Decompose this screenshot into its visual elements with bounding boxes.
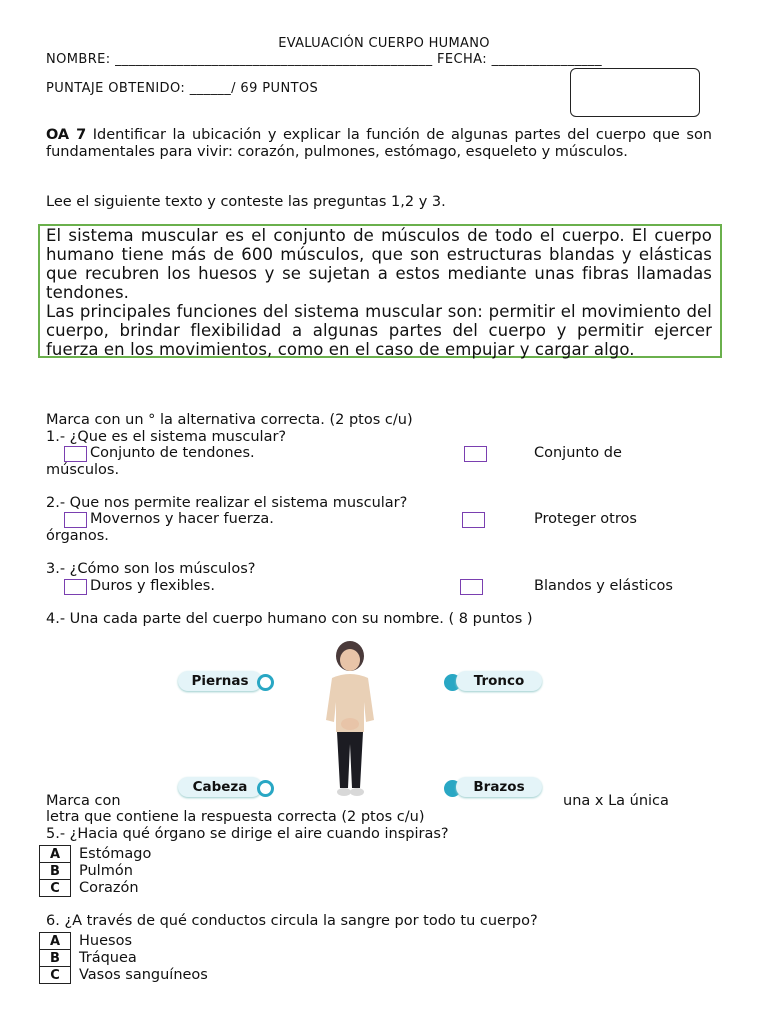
objective-text: Identificar la ubicación y explicar la función de algunas partes del cuerpo que son fundamentales para vivir: corazón, pulmones, estómago, esqueleto y músculos. — [46, 127, 713, 160]
q3-option-a-checkbox[interactable] — [64, 579, 87, 595]
score-total: / 69 PUNTOS — [231, 81, 319, 96]
reading-text — [46, 226, 712, 359]
objective — [46, 127, 712, 161]
q2-option-b-cont: órganos. — [46, 528, 109, 544]
q1-option-a: Conjunto de tendones. — [90, 445, 255, 461]
q2-option-a: Movernos y hacer fuerza. — [90, 511, 274, 527]
girl-illustration — [318, 640, 382, 800]
match-point-piernas[interactable] — [257, 674, 274, 691]
q5-option-c-text: Corazón — [79, 880, 139, 896]
q1-option-b: Conjunto de — [534, 445, 622, 461]
q6-text: 6. ¿A través de qué conductos circula la sangre por todo tu cuerpo? — [46, 913, 538, 929]
q6-option-c[interactable] — [40, 967, 208, 984]
match-point-cabeza[interactable] — [257, 780, 274, 797]
score-row — [46, 81, 318, 96]
q5-option-b-text: Pulmón — [79, 863, 133, 879]
q5-option-c[interactable] — [40, 880, 152, 897]
q6-option-b-text: Tráquea — [79, 950, 137, 966]
q1-option-b-cont: músculos. — [46, 462, 120, 478]
q3-text: 3.- ¿Cómo son los músculos? — [46, 561, 256, 577]
score-line[interactable]: ______ — [189, 81, 232, 96]
q6-options — [39, 932, 208, 984]
q6-option-b[interactable] — [40, 950, 208, 967]
q3-option-b: Blandos y elásticos — [534, 578, 673, 594]
q5-text: 5.- ¿Hacia qué órgano se dirige el aire cuando inspiras? — [46, 826, 449, 842]
q2-text: 2.- Que nos permite realizar el sistema muscular? — [46, 495, 408, 511]
q6-option-c-text: Vasos sanguíneos — [79, 967, 208, 983]
label-brazos: Brazos — [456, 777, 542, 797]
score-box[interactable] — [570, 68, 700, 117]
q5-option-a-text: Estómago — [79, 846, 152, 862]
reading-paragraph-2: Las principales funciones del sistema muscular son: permitir el movimiento del cuerpo, brindar flexibilidad a algunas partes del cuerpo y permitir ejercer fuerza en los movimientos, como en el caso de empujar y cargar algo. — [46, 302, 712, 359]
label-piernas: Piernas — [178, 671, 262, 691]
section2-instruction-a: Marca con — [46, 793, 121, 809]
q2-option-b-checkbox[interactable] — [462, 512, 485, 528]
q3-option-b-checkbox[interactable] — [460, 579, 483, 595]
q6-option-c-letter[interactable]: C — [40, 967, 71, 984]
name-line[interactable]: ______________________________________________ — [115, 52, 433, 67]
q2-option-a-checkbox[interactable] — [64, 512, 87, 528]
q6-option-b-letter[interactable]: B — [40, 950, 71, 967]
name-label: NOMBRE: — [46, 52, 111, 67]
page-title: EVALUACIÓN CUERPO HUMANO — [278, 36, 490, 51]
date-line[interactable]: ________________ — [491, 52, 602, 67]
q2-option-b: Proteger otros — [534, 511, 637, 527]
q5-option-a-letter[interactable]: A — [40, 846, 71, 863]
q5-options — [39, 845, 152, 897]
q1-option-a-checkbox[interactable] — [64, 446, 87, 462]
q1-option-b-checkbox[interactable] — [464, 446, 487, 462]
q5-option-b[interactable] — [40, 863, 152, 880]
section1-instruction: Marca con un ° la alternativa correcta. (2 ptos c/u) — [46, 412, 413, 428]
q6-option-a-letter[interactable]: A — [40, 933, 71, 950]
q4-text: 4.- Una cada parte del cuerpo humano con su nombre. ( 8 puntos ) — [46, 611, 533, 627]
q6-option-a-text: Huesos — [79, 933, 132, 949]
score-label: PUNTAJE OBTENIDO: — [46, 81, 186, 96]
label-cabeza: Cabeza — [178, 777, 262, 797]
q1-text: 1.- ¿Que es el sistema muscular? — [46, 429, 287, 445]
name-row — [46, 52, 602, 67]
section2-instruction-b: una x La única — [563, 793, 669, 809]
q6-option-a[interactable] — [40, 933, 208, 950]
q5-option-b-letter[interactable]: B — [40, 863, 71, 880]
q5-option-a[interactable] — [40, 846, 152, 863]
q5-option-c-letter[interactable]: C — [40, 880, 71, 897]
q3-option-a: Duros y flexibles. — [90, 578, 215, 594]
date-label: FECHA: — [437, 52, 488, 67]
objective-code: OA 7 — [46, 127, 87, 143]
section2-instruction-c: letra que contiene la respuesta correcta (2 ptos c/u) — [46, 809, 425, 825]
reading-paragraph-1: El sistema muscular es el conjunto de músculos de todo el cuerpo. El cuerpo humano tiene más de 600 músculos, que son estructuras blandas y elásticas que recubren los huesos y se sujetan a estos mediante unas fibras llamadas tendones. — [46, 226, 712, 302]
label-tronco: Tronco — [456, 671, 542, 691]
reading-instruction: Lee el siguiente texto y conteste las preguntas 1,2 y 3. — [46, 194, 446, 210]
